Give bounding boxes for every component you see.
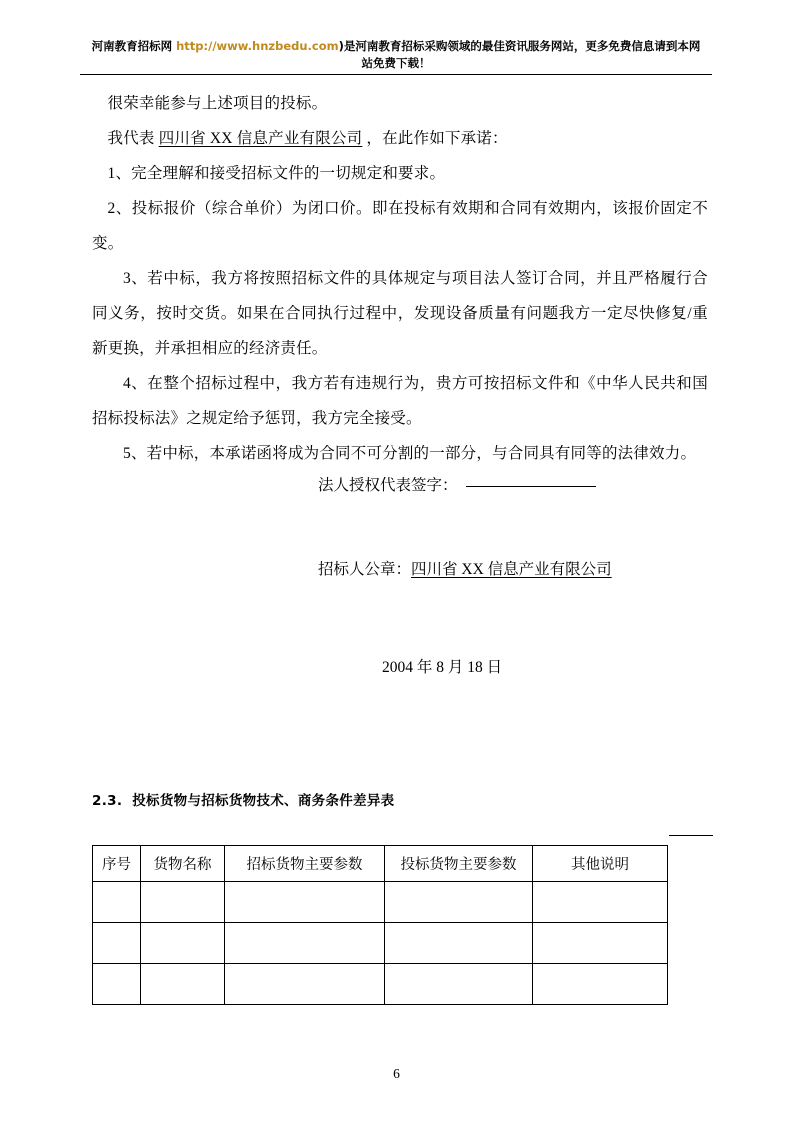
- table-cell[interactable]: [533, 882, 668, 923]
- representative-company-blank[interactable]: 四川省 XX 信息产业有限公司: [158, 130, 363, 147]
- table-row: [93, 923, 668, 964]
- header-divider-rule: [80, 74, 712, 75]
- table-cell[interactable]: [533, 923, 668, 964]
- table-cell[interactable]: [225, 882, 385, 923]
- header-line-2: 站免费下载！: [361, 56, 431, 70]
- paragraph-item-4: 4、在整个招标过程中，我方若有违规行为，贵方可按招标文件和《中华人民共和国招标投标法》之规定给予惩罚，我方完全接受。: [92, 375, 708, 427]
- section-title: 投标货物与招标货物技术、商务条件差异表: [132, 793, 395, 809]
- paragraph-representative: [92, 121, 708, 156]
- table-cell[interactable]: [93, 923, 141, 964]
- section-number: 2.3.: [92, 793, 123, 809]
- signature-seal-line: [92, 554, 708, 586]
- signature-block: [92, 470, 708, 684]
- paragraph-item-2: 2、投标报价（综合单价）为闭口价。即在投标有效期和合同有效期内，该报价固定不变。: [92, 200, 708, 252]
- signature-seal-company[interactable]: 四川省 XX 信息产业有限公司: [411, 561, 612, 578]
- table-cell[interactable]: [141, 923, 225, 964]
- representative-lead: 我代表: [107, 130, 155, 147]
- table-cell[interactable]: [533, 964, 668, 1005]
- paragraph-intro: 很荣幸能参与上述项目的投标。: [107, 95, 328, 112]
- header-url-link[interactable]: http://www.hnzbedu.com: [176, 39, 339, 53]
- table-cell[interactable]: [225, 964, 385, 1005]
- representative-tail: ，在此作如下承诺：: [366, 130, 508, 147]
- table-header-cell: 招标货物主要参数: [225, 846, 385, 882]
- section-heading: [92, 789, 394, 809]
- signature-representative-line: [92, 470, 708, 502]
- table-cell[interactable]: [385, 964, 533, 1005]
- signature-spacer-2: [92, 586, 708, 652]
- table-header-row: [93, 846, 668, 882]
- signature-blank-rule[interactable]: [466, 486, 596, 487]
- signature-representative-label: 法人授权代表签字：: [318, 477, 458, 494]
- table-header-cell: 投标货物主要参数: [385, 846, 533, 882]
- page-header: [80, 38, 712, 72]
- table-cell[interactable]: [93, 882, 141, 923]
- table-cell[interactable]: [93, 964, 141, 1005]
- table-row: [93, 964, 668, 1005]
- header-tail-text: )是河南教育招标采购领域的最佳资讯服务网站，更多免费信息请到本网: [338, 39, 701, 53]
- table-cell[interactable]: [141, 964, 225, 1005]
- page-number: 6: [393, 1066, 400, 1081]
- signature-seal-label: 招标人公章：: [318, 561, 412, 578]
- stray-rule-artifact: [669, 835, 713, 836]
- difference-table: [92, 845, 668, 1005]
- header-site-name: 河南教育招标网: [91, 39, 173, 53]
- table-cell[interactable]: [385, 882, 533, 923]
- table-cell[interactable]: [225, 923, 385, 964]
- signature-date: 2004 年 8 月 18 日: [382, 659, 503, 676]
- header-line-1: [80, 38, 712, 55]
- letter-body: [92, 86, 708, 471]
- table-cell[interactable]: [141, 882, 225, 923]
- table-header-cell: 货物名称: [141, 846, 225, 882]
- table-header-cell: 其他说明: [533, 846, 668, 882]
- paragraph-item-3: 3、若中标，我方将按照招标文件的具体规定与项目法人签订合同，并且严格履行合同义务，按时交货。如果在合同执行过程中，发现设备质量有问题我方一定尽快修复/重新更换，并承担相应的经济责任。: [92, 270, 708, 357]
- table-header-cell: 序号: [93, 846, 141, 882]
- signature-spacer-1: [92, 502, 708, 554]
- paragraph-item-1: 1、完全理解和接受招标文件的一切规定和要求。: [107, 165, 446, 182]
- table-row: [93, 882, 668, 923]
- table-cell[interactable]: [385, 923, 533, 964]
- paragraph-item-5: 5、若中标，本承诺函将成为合同不可分割的一部分，与合同具有同等的法律效力。: [123, 445, 697, 462]
